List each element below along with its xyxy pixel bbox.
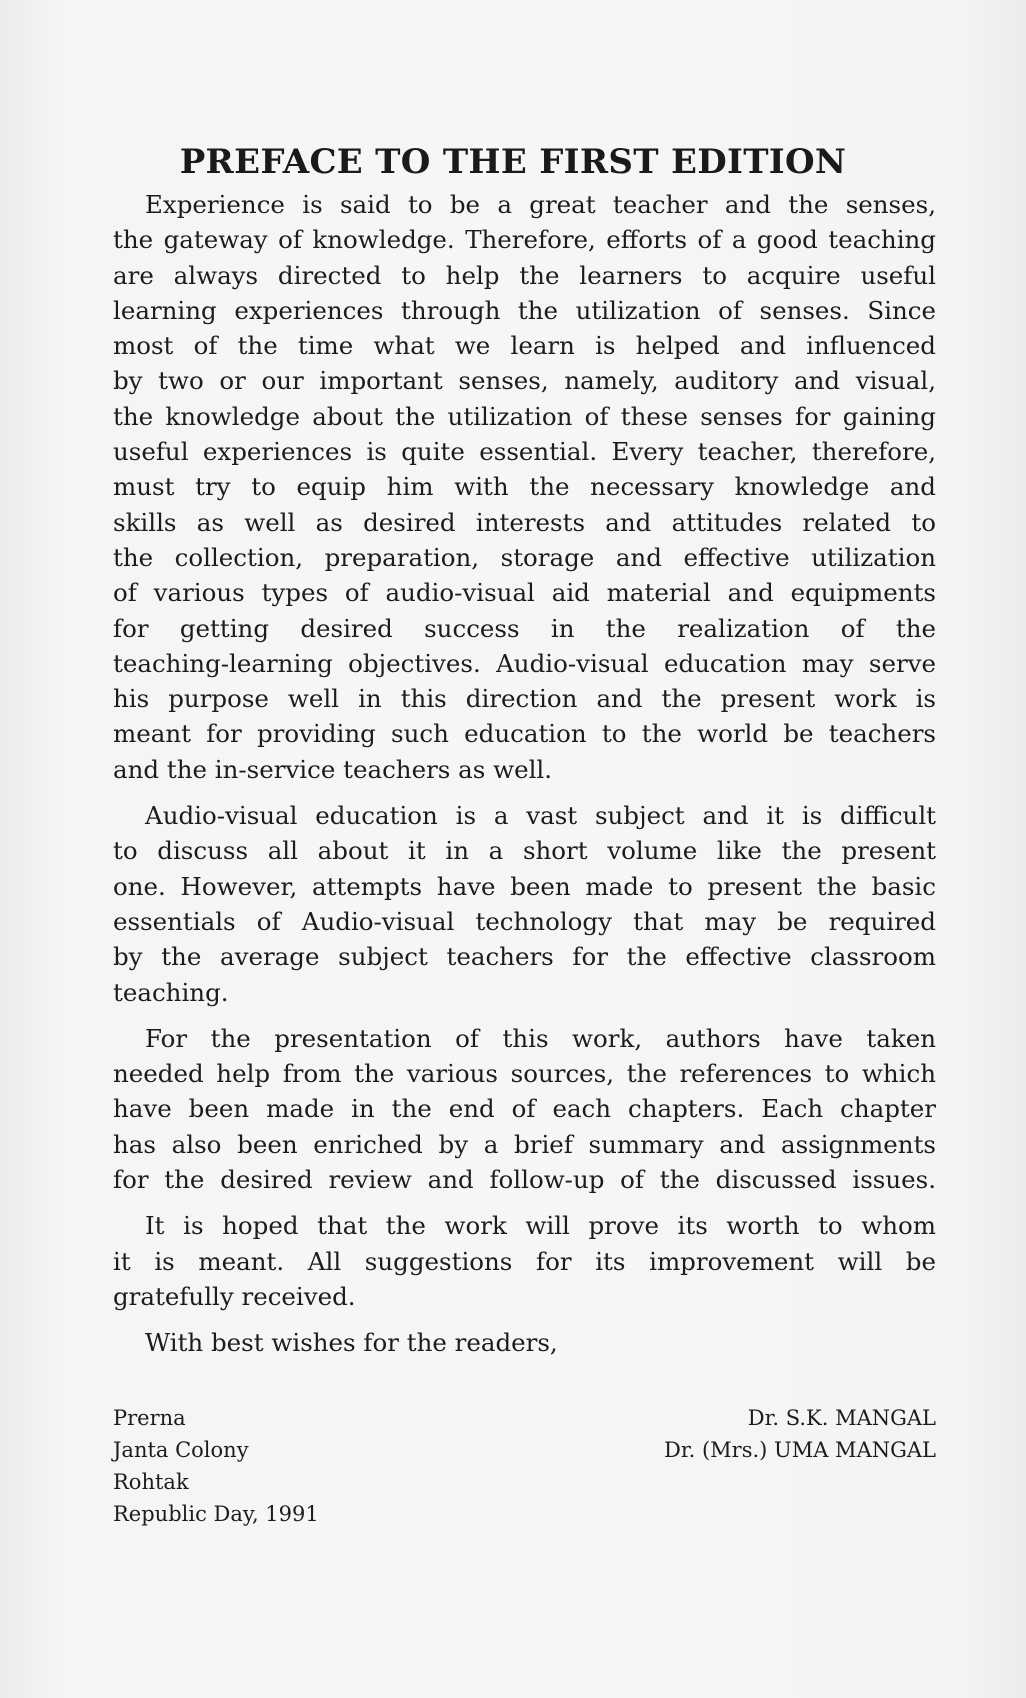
paragraph-5 (113, 1325, 936, 1360)
text-line: the collection, preparation, storage and effective utilization (113, 542, 936, 572)
text-line: teaching-learning objectives. Audio-visual education may serve (113, 648, 936, 678)
text-line: by the average subject teachers for the effective classroom (113, 942, 936, 972)
paragraph-2 (113, 798, 936, 1010)
text-line: teaching. (113, 977, 229, 1007)
paragraph-4 (113, 1208, 936, 1314)
text-line: Experience is said to be a great teacher and the senses, (145, 190, 936, 219)
date-line: Republic Day, 1991 (113, 1502, 319, 1526)
text-line: for the desired review and follow-up of the discussed issues. (113, 1165, 936, 1195)
text-line: are always directed to help the learners to acquire useful (113, 260, 936, 290)
text-line: for getting desired success in the realization of the (113, 613, 936, 643)
text-line: and the in-service teachers as well. (113, 754, 553, 784)
paragraph-1 (113, 187, 936, 787)
text-line: For the presentation of this work, authors have taken (145, 1023, 936, 1053)
preface-body (113, 187, 936, 1361)
text-line: has also been enriched by a brief summary and assignments (113, 1129, 936, 1159)
place-line: Janta Colony (113, 1438, 249, 1462)
text-line: the knowledge about the utilization of these senses for gaining (113, 401, 936, 431)
text-line: of various types of audio-visual aid material and equipments (113, 578, 936, 608)
author-name: Dr. (Mrs.) UMA MANGAL (664, 1438, 936, 1462)
closing-line: With best wishes for the readers, (145, 1328, 558, 1358)
text-line: his purpose well in this direction and the present work is (113, 684, 936, 714)
paragraph-3 (113, 1021, 936, 1197)
text-line: most of the time what we learn is helped and influenced (113, 331, 936, 361)
text-line: It is hoped that the work will prove its worth to whom (145, 1211, 936, 1241)
author-name: Dr. S.K. MANGAL (747, 1406, 936, 1430)
text-line: the gateway of knowledge. Therefore, efforts of a good teaching (113, 225, 936, 255)
text-line: useful experiences is quite essential. Every teacher, therefore, (113, 437, 936, 467)
text-line: have been made in the end of each chapters. Each chapter (113, 1094, 936, 1124)
text-line: Audio-visual education is a vast subject and it is difficult (145, 801, 936, 831)
place-line: Prerna (113, 1406, 186, 1430)
text-line: one. However, attempts have been made to present the basic (113, 871, 936, 901)
text-line: must try to equip him with the necessary knowledge and (113, 472, 936, 502)
text-line: essentials of Audio-visual technology that may be required (113, 906, 936, 936)
text-line: needed help from the various sources, the references to which (113, 1059, 936, 1089)
text-line: it is meant. All suggestions for its improvement will be (113, 1246, 936, 1276)
text-line: skills as well as desired interests and attitudes related to (113, 507, 936, 537)
signature-block (113, 1402, 936, 1530)
page-title: PREFACE TO THE FIRST EDITION (179, 142, 847, 182)
text-line: learning experiences through the utilization of senses. Since (113, 295, 936, 325)
text-line: by two or our important senses, namely, auditory and visual, (113, 366, 936, 396)
text-line: meant for providing such education to the world be teachers (113, 719, 936, 749)
place-line: Rohtak (113, 1470, 189, 1494)
text-line: to discuss all about it in a short volume like the present (113, 836, 936, 866)
text-line: gratefully received. (113, 1281, 356, 1311)
